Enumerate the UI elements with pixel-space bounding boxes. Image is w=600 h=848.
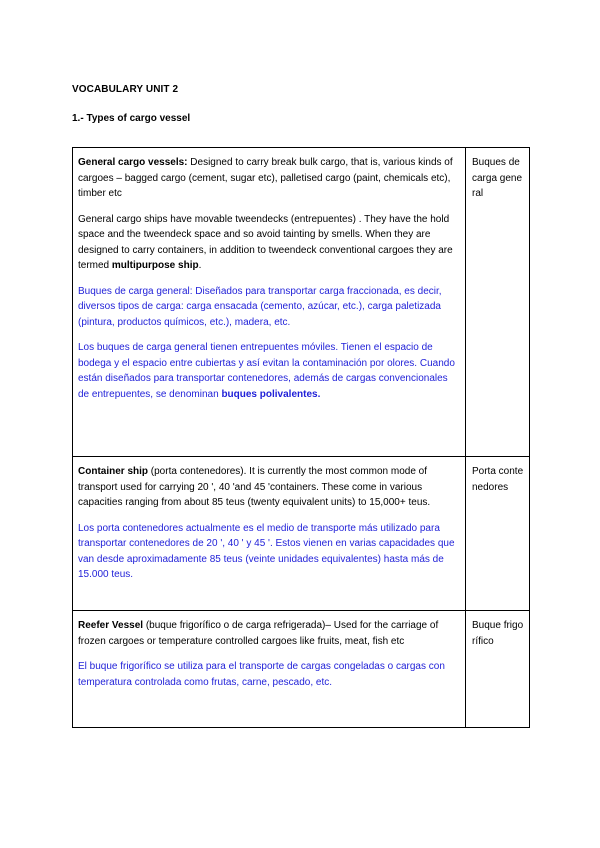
spanish-definition: El buque frigorífico se utiliza para el transporte de cargas congeladas o cargas con temperatura controlada como frutas, carne, pescado, etc. [78, 661, 445, 688]
table-row [73, 457, 530, 611]
term-heading: Reefer Vessel [78, 620, 144, 631]
term-translation: Porta contenedores [466, 457, 530, 611]
definition-cell [73, 148, 466, 457]
english-definition: Reefer Vessel (buque frigorífico o de carga refrigerada)– Used for the carriage of frozen cargoes or temperature controlled cargoes like fruits, meat, fish etc [78, 620, 439, 647]
vocabulary-table [72, 147, 530, 728]
term-translation: Buque frigorífico [466, 611, 530, 728]
spanish-detail: Los buques de carga general tienen entrepuentes móviles. Tienen el espacio de bodega y el espacio entre cubiertas y así evitan la contaminación por olores. Cuando están diseñados para transportar contenedores, además de cargas convencionales de entrepuentes, se denominan buques polivalentes. [78, 342, 455, 400]
definition-cell [73, 611, 466, 728]
page-title: VOCABULARY UNIT 2 [72, 84, 179, 95]
spanish-definition: Los porta contenedores actualmente es el medio de transporte más utilizado para transportar contenedores de 20 ', 40 ' y 45 '. Estos vienen en varias capacidades que van desde aproximadamente 85 teus (veinte unidades equivalentes) hasta más de 15.000 teus. [78, 522, 455, 580]
table-row [73, 148, 530, 457]
section-title: 1.- Types of cargo vessel [72, 113, 191, 124]
definition-cell [73, 457, 466, 611]
spanish-definition: Buques de carga general: Diseñados para transportar carga fraccionada, es decir, diversos tipos de carga: carga ensacada (cemento, azúcar, etc.), carga paletizada (pintura, productos químicos, etc.), madera, etc. [78, 285, 442, 328]
english-definition: Container ship (porta contenedores). It is currently the most common mode of transport used for carrying 20 ', 40 'and 45 'containers. These come in various capacities ranging from about 85 teus (twenty equivalent units) to 15,000+ teus. [78, 466, 431, 508]
english-definition: General cargo vessels: Designed to carry break bulk cargo, that is, various kinds of cargoes – bagged cargo (cement, sugar etc), palletised cargo (paint, chemicals etc), timber etc [78, 157, 453, 199]
term-heading: General cargo vessels: [78, 157, 188, 168]
term-heading: Container ship [78, 466, 149, 477]
term-translation: Buques de carga general [466, 148, 530, 457]
english-detail: General cargo ships have movable tweendecks (entrepuentes) . They have the hold space and the tweendeck space and so avoid tainting by smells. When they are designed to carry containers, in addition to tweendeck conventional cargoes they are termed multipurpose ship. [78, 213, 453, 271]
table-row [73, 611, 530, 728]
